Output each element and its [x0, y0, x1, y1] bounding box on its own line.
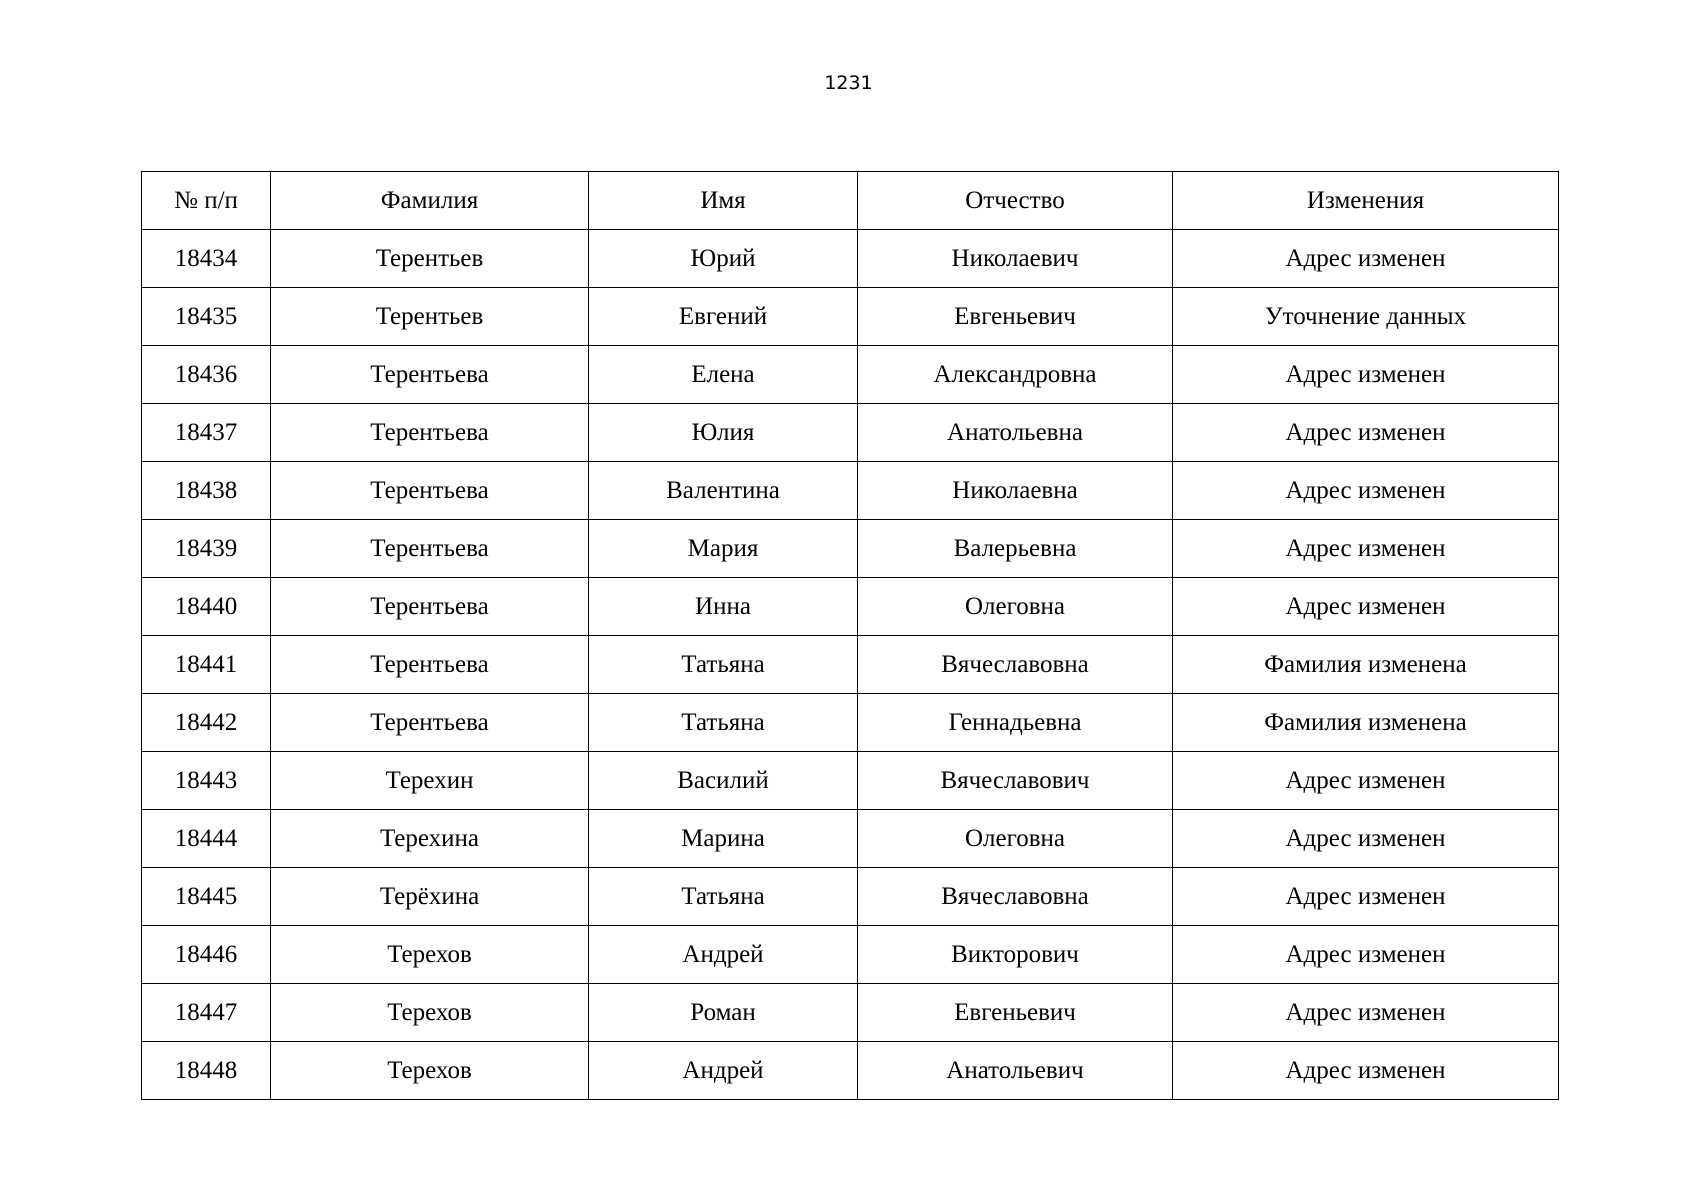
- table-row: [142, 926, 1559, 984]
- cell-name: Роман: [589, 984, 858, 1042]
- cell-changes: Уточнение данных: [1173, 288, 1559, 346]
- cell-patronymic: Валерьевна: [858, 520, 1173, 578]
- cell-name: Татьяна: [589, 636, 858, 694]
- cell-changes: Адрес изменен: [1173, 404, 1559, 462]
- cell-patronymic: Геннадьевна: [858, 694, 1173, 752]
- cell-patronymic: Евгеньевич: [858, 984, 1173, 1042]
- cell-surname: Терехов: [271, 984, 589, 1042]
- cell-surname: Терентьев: [271, 230, 589, 288]
- cell-surname: Терехин: [271, 752, 589, 810]
- table-row: [142, 288, 1559, 346]
- cell-name: Юрий: [589, 230, 858, 288]
- cell-num: 18439: [142, 520, 271, 578]
- cell-changes: Адрес изменен: [1173, 230, 1559, 288]
- cell-surname: Терентьева: [271, 346, 589, 404]
- cell-surname: Терентьева: [271, 578, 589, 636]
- cell-patronymic: Николаевна: [858, 462, 1173, 520]
- cell-changes: Адрес изменен: [1173, 984, 1559, 1042]
- cell-surname: Терентьев: [271, 288, 589, 346]
- cell-num: 18440: [142, 578, 271, 636]
- cell-patronymic: Вячеславовна: [858, 636, 1173, 694]
- cell-num: 18438: [142, 462, 271, 520]
- table-row: [142, 1042, 1559, 1100]
- cell-patronymic: Вячеславовна: [858, 868, 1173, 926]
- cell-num: 18434: [142, 230, 271, 288]
- table-row: [142, 462, 1559, 520]
- cell-num: 18441: [142, 636, 271, 694]
- cell-changes: Фамилия изменена: [1173, 694, 1559, 752]
- cell-num: 18435: [142, 288, 271, 346]
- header-changes: Изменения: [1173, 172, 1559, 230]
- cell-surname: Терентьева: [271, 404, 589, 462]
- header-num: № п/п: [142, 172, 271, 230]
- cell-surname: Терентьева: [271, 694, 589, 752]
- cell-name: Андрей: [589, 926, 858, 984]
- table-row: [142, 230, 1559, 288]
- table-row: [142, 346, 1559, 404]
- cell-name: Валентина: [589, 462, 858, 520]
- cell-changes: Адрес изменен: [1173, 868, 1559, 926]
- table-row: [142, 868, 1559, 926]
- table-row: [142, 752, 1559, 810]
- cell-name: Инна: [589, 578, 858, 636]
- cell-name: Евгений: [589, 288, 858, 346]
- cell-num: 18443: [142, 752, 271, 810]
- cell-patronymic: Викторович: [858, 926, 1173, 984]
- cell-num: 18445: [142, 868, 271, 926]
- table-row: [142, 404, 1559, 462]
- table-row: [142, 636, 1559, 694]
- table-row: [142, 694, 1559, 752]
- cell-surname: Терехов: [271, 1042, 589, 1100]
- cell-name: Татьяна: [589, 694, 858, 752]
- cell-num: 18448: [142, 1042, 271, 1100]
- cell-changes: Адрес изменен: [1173, 926, 1559, 984]
- cell-num: 18447: [142, 984, 271, 1042]
- cell-num: 18446: [142, 926, 271, 984]
- page-number: 1231: [824, 72, 873, 94]
- cell-surname: Терентьева: [271, 462, 589, 520]
- cell-patronymic: Александровна: [858, 346, 1173, 404]
- header-name: Имя: [589, 172, 858, 230]
- cell-name: Андрей: [589, 1042, 858, 1100]
- cell-surname: Терехина: [271, 810, 589, 868]
- table-row: [142, 984, 1559, 1042]
- cell-num: 18436: [142, 346, 271, 404]
- cell-surname: Терентьева: [271, 636, 589, 694]
- cell-changes: Адрес изменен: [1173, 752, 1559, 810]
- table-header-row: [142, 172, 1559, 230]
- cell-patronymic: Евгеньевич: [858, 288, 1173, 346]
- cell-patronymic: Олеговна: [858, 810, 1173, 868]
- cell-surname: Терехов: [271, 926, 589, 984]
- cell-patronymic: Вячеславович: [858, 752, 1173, 810]
- cell-changes: Адрес изменен: [1173, 462, 1559, 520]
- cell-num: 18444: [142, 810, 271, 868]
- cell-changes: Адрес изменен: [1173, 1042, 1559, 1100]
- cell-name: Марина: [589, 810, 858, 868]
- cell-patronymic: Анатольевич: [858, 1042, 1173, 1100]
- registry-table: [141, 171, 1559, 1100]
- cell-name: Татьяна: [589, 868, 858, 926]
- cell-changes: Адрес изменен: [1173, 346, 1559, 404]
- header-surname: Фамилия: [271, 172, 589, 230]
- cell-changes: Адрес изменен: [1173, 810, 1559, 868]
- cell-num: 18442: [142, 694, 271, 752]
- cell-name: Василий: [589, 752, 858, 810]
- table-row: [142, 520, 1559, 578]
- table-row: [142, 810, 1559, 868]
- header-patronymic: Отчество: [858, 172, 1173, 230]
- cell-surname: Терёхина: [271, 868, 589, 926]
- cell-num: 18437: [142, 404, 271, 462]
- table-row: [142, 578, 1559, 636]
- cell-surname: Терентьева: [271, 520, 589, 578]
- cell-name: Мария: [589, 520, 858, 578]
- cell-patronymic: Николаевич: [858, 230, 1173, 288]
- cell-name: Юлия: [589, 404, 858, 462]
- cell-changes: Фамилия изменена: [1173, 636, 1559, 694]
- cell-changes: Адрес изменен: [1173, 578, 1559, 636]
- cell-patronymic: Олеговна: [858, 578, 1173, 636]
- cell-name: Елена: [589, 346, 858, 404]
- cell-patronymic: Анатольевна: [858, 404, 1173, 462]
- cell-changes: Адрес изменен: [1173, 520, 1559, 578]
